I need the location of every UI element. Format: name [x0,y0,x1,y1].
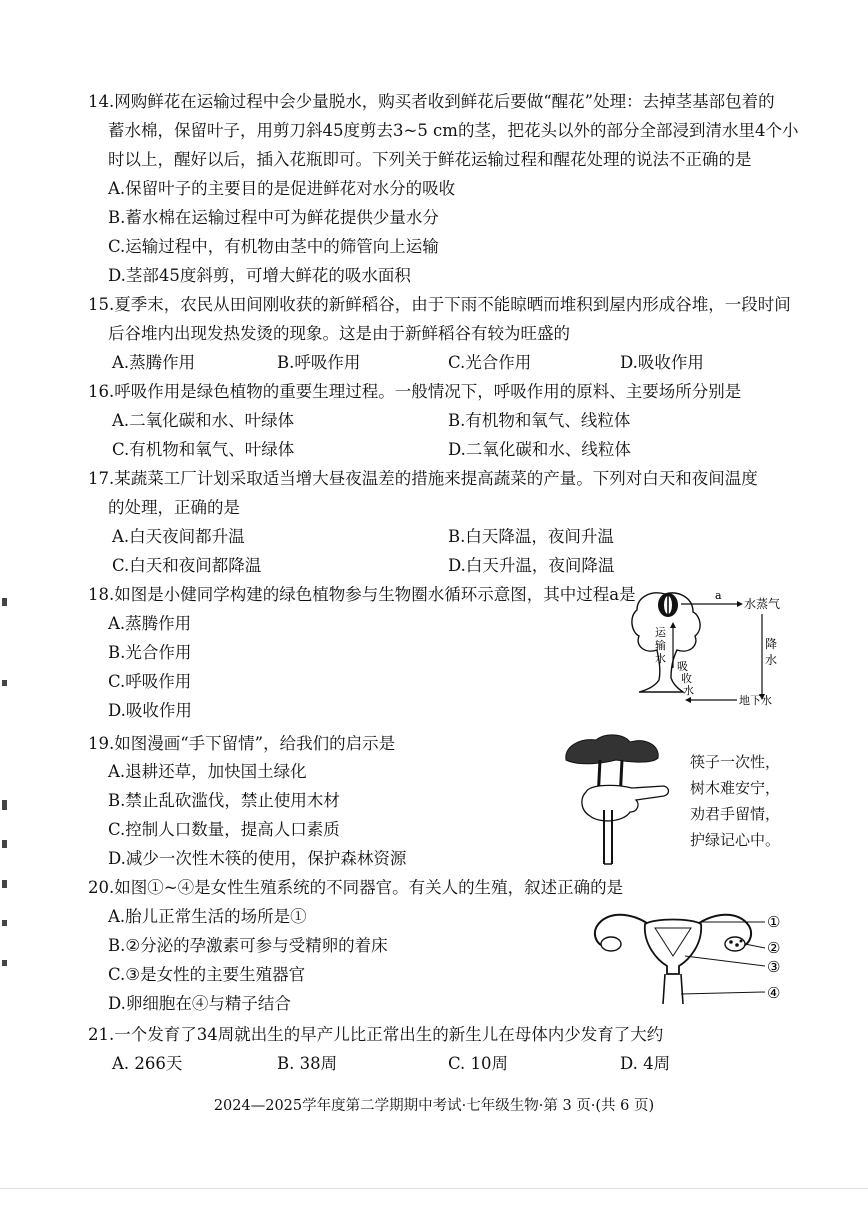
option-c[interactable]: C.呼吸作用 [108,672,192,691]
option-a[interactable]: A. 266天 [112,1054,183,1073]
option-d[interactable]: D.吸收作用 [108,701,192,720]
follicle [735,943,739,947]
hand-icon [582,785,669,821]
label-transport-1: 运 [655,626,666,639]
margin-mark [2,960,7,966]
option-d[interactable]: D.卵细胞在④与精子结合 [108,994,291,1013]
page-footer: 2024—2025学年度第二学期期中考试·七年级生物·第 3 页·(共 6 页) [213,1098,655,1114]
question-text: 20.如图①~④是女性生殖系统的不同器官。有关人的生殖，叙述正确的是 [88,878,624,897]
option-b[interactable]: B.光合作用 [108,643,192,662]
question-text: 时以上，醒好以后，插入花瓶即可。下列关于鲜花运输过程和醒花处理的说法不正确的是 [108,150,752,169]
label-4: ④ [767,984,781,1002]
female-reproductive-diagram [585,904,785,1008]
option-a[interactable]: A.二氧化碳和水、叶绿体 [112,411,295,430]
cartoon-caption-line: 筷子一次性， [690,753,781,771]
label-3: ③ [767,958,781,976]
option-a[interactable]: A.胎儿正常生活的场所是① [108,907,307,926]
leader-line [681,992,765,994]
label-absorb-1: 吸 [677,660,688,673]
label-rain-1: 降 [765,637,778,651]
question-text: 19.如图漫画“手下留情”，给我们的启示是 [88,734,396,753]
leader-line [685,956,765,966]
option-d[interactable]: D.减少一次性木筷的使用，保护森林资源 [108,849,407,868]
label-2: ② [767,939,781,957]
option-a[interactable]: A.白天夜间都升温 [112,527,245,546]
water-cycle-diagram [625,586,785,712]
cartoon-caption-line: 劝君手留情， [690,805,781,823]
option-b[interactable]: B.②分泌的孕激素可参与受精卵的着床 [108,936,388,955]
question-text: 的处理，正确的是 [108,498,240,517]
cartoon-caption-line: 护绿记心中。 [690,831,781,849]
follicle [729,940,733,944]
option-a[interactable]: A.退耕还草，加快国土绿化 [108,762,307,781]
option-b[interactable]: B.呼吸作用 [277,353,361,372]
margin-mark [2,598,7,606]
follicle [740,940,743,943]
question-text: 14.网购鲜花在运输过程中会少量脱水，购买者收到鲜花后要做“醒花”处理：去掉茎基部包着的 [88,92,775,111]
label-absorb-2: 收 [681,672,692,685]
question-text: 蓄水棉，保留叶子，用剪刀斜45度剪去3~5 cm的茎，把花头以外的部分全部浸到清水里4个小 [108,121,799,140]
label-transport-3: 水 [655,652,666,665]
question-text: 15.夏季末，农民从田间刚收获的新鲜稻谷，由于下雨不能晾晒而堆积到屋内形成谷堆，一段时间 [88,295,791,314]
option-d[interactable]: D.二氧化碳和水、线粒体 [448,440,631,459]
option-b[interactable]: B.白天降温，夜间升温 [448,527,614,546]
option-c[interactable]: C.光合作用 [448,353,532,372]
question-text: 16.呼吸作用是绿色植物的重要生理过程。一般情况下，呼吸作用的原料、主要场所分别是 [88,382,742,401]
tree-canopy-icon [566,735,658,764]
arrowhead [685,697,691,703]
vagina [663,974,683,1004]
arrowhead [737,601,743,607]
label-1: ① [767,913,781,931]
option-c[interactable]: C.运输过程中，有机物由茎中的筛管向上运输 [108,237,439,256]
label-vapor: 水蒸气 [744,597,781,611]
question-text: 17.某蔬菜工厂计划采取适当增大昼夜温差的措施来提高蔬菜的产量。下列对白天和夜间温度 [88,469,758,488]
option-b[interactable]: B.禁止乱砍滥伐，禁止使用木材 [108,791,340,810]
option-b[interactable]: B.有机物和氧气、线粒体 [448,411,631,430]
option-b[interactable]: B. 38周 [277,1054,338,1073]
label-a: a [715,589,722,602]
question-text: 21.一个发育了34周就出生的早产儿比正常出生的新生儿在母体内少发育了大约 [88,1025,664,1044]
chopsticks-cartoon [560,730,688,870]
option-c[interactable]: C.③是女性的主要生殖器官 [108,965,306,984]
margin-mark [2,680,7,686]
question-text: 后谷堆内出现发热发烫的现象。这是由于新鲜稻谷有较为旺盛的 [108,324,570,343]
label-absorb-3: 水 [683,684,694,697]
margin-mark [2,880,7,888]
page-bottom-edge [0,1188,868,1189]
cartoon-caption-line: 树木难安宁， [690,779,781,797]
ovary [725,937,745,951]
option-d[interactable]: D.白天升温，夜间降温 [448,556,615,575]
label-transport-2: 输 [655,639,666,652]
option-d[interactable]: D.茎部45度斜剪，可增大鲜花的吸水面积 [108,266,411,285]
option-c[interactable]: C.白天和夜间都降温 [112,556,262,575]
label-groundwater: 地下水 [739,694,772,707]
option-a[interactable]: A.保留叶子的主要目的是促进鲜花对水分的吸收 [108,179,456,198]
option-c[interactable]: C.控制人口数量，提高人口素质 [108,820,340,839]
ovary [601,937,621,951]
option-c[interactable]: C. 10周 [448,1054,509,1073]
margin-mark [2,800,7,810]
option-d[interactable]: D. 4周 [620,1054,671,1073]
leader-line [745,944,765,948]
option-d[interactable]: D.吸收作用 [620,353,704,372]
option-c[interactable]: C.有机物和氧气、叶绿体 [112,440,295,459]
option-a[interactable]: A.蒸腾作用 [112,353,196,372]
label-rain-2: 水 [765,653,778,667]
option-b[interactable]: B.蓄水棉在运输过程中可为鲜花提供少量水分 [108,208,439,227]
margin-mark [2,840,7,848]
question-text: 18.如图是小健同学构建的绿色植物参与生物圈水循环示意图，其中过程a是 [88,585,636,604]
margin-mark [2,920,7,926]
arrowhead [670,622,676,628]
option-a[interactable]: A.蒸腾作用 [108,614,192,633]
